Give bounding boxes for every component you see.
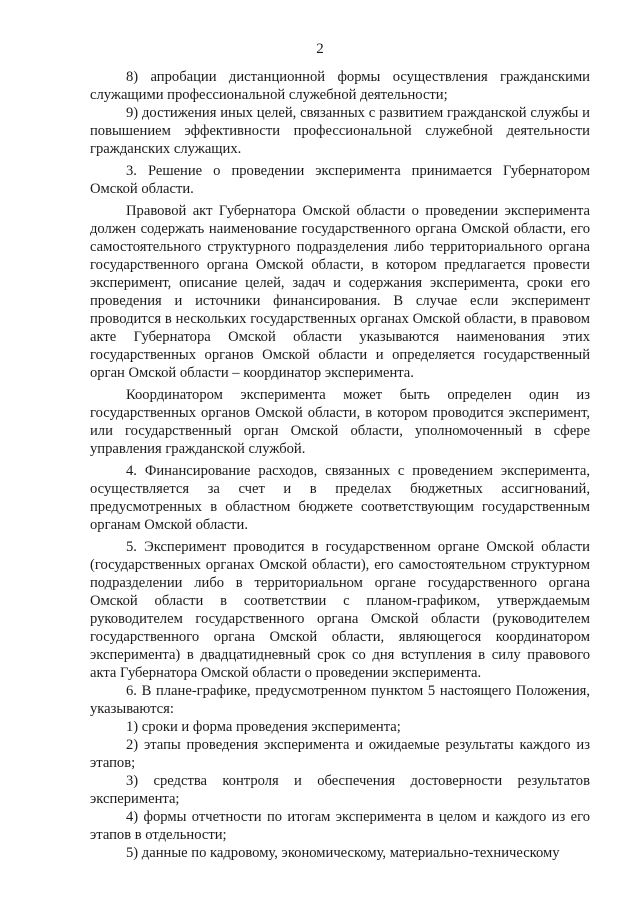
paragraph-coordinator: Координатором эксперимента может быть определен один из государственных органов Омской области, в котором проводится эксперимент, или государственный орган Омской области, уполномоченный в сфере управления гражданской службой. bbox=[90, 387, 590, 457]
paragraph-clause-3: 3. Решение о проведении эксперимента принимается Губернатором Омской области. bbox=[90, 163, 590, 197]
paragraph-list-item-5: 5) данные по кадровому, экономическому, материально-техническому bbox=[126, 845, 560, 861]
paragraph-item-8: 8) апробации дистанционной формы осуществления гражданскими служащими профессиональной служебной деятельности; bbox=[90, 69, 590, 103]
paragraph-item-9: 9) достижения иных целей, связанных с развитием гражданской службы и повышением эффективности профессиональной служебной деятельности гражданских служащих. bbox=[90, 105, 590, 157]
paragraph-list-item-1: 1) сроки и форма проведения эксперимента; bbox=[126, 719, 401, 735]
paragraph-legal-act: Правовой акт Губернатора Омской области о проведении эксперимента должен содержать наименование государственного органа Омской области, его самостоятельного структурного подразделения либо территориального органа государственного органа Омской области, в котором предлагается провести эксперимент, описание целей, задач и содержания эксперимента, сроки его проведения и источники финансирования. В случае если эксперимент проводится в нескольких государственных органах Омской области, в правовом акте Губернатора Омской области указываются наименования этих государственных органов Омской области и определяется государственный орган Омской области – координатор эксперимента. bbox=[90, 203, 590, 381]
paragraph-clause-5: 5. Эксперимент проводится в государственном органе Омской области (государственных органах Омской области), его самостоятельном структурном подразделении либо в территориальном органе государственного органа Омской области в соответствии с планом-графиком, утверждаемым руководителем государственного органа Омской области (руководителем государственного органа Омской области, являющегося координатором эксперимента) в двадцатидневный срок со дня вступления в силу правового акта Губернатора Омской области о проведении эксперимента. bbox=[90, 539, 590, 681]
paragraph-clause-4: 4. Финансирование расходов, связанных с проведением эксперимента, осуществляется за счет и в пределах бюджетных ассигнований, предусмотренных в областном бюджете соответствующим государственным органам Омской области. bbox=[90, 463, 590, 533]
paragraph-list-item-3: 3) средства контроля и обеспечения достоверности результатов эксперимента; bbox=[90, 773, 590, 807]
page-number: 2 bbox=[316, 41, 324, 57]
paragraph-clause-6: 6. В плане-графике, предусмотренном пунктом 5 настоящего Положения, указываются: bbox=[90, 683, 590, 717]
document-body bbox=[90, 68, 590, 862]
paragraph-list-item-2: 2) этапы проведения эксперимента и ожидаемые результаты каждого из этапов; bbox=[90, 737, 590, 771]
paragraph-list-item-4: 4) формы отчетности по итогам эксперимента в целом и каждого из его этапов в отдельности; bbox=[90, 809, 590, 843]
